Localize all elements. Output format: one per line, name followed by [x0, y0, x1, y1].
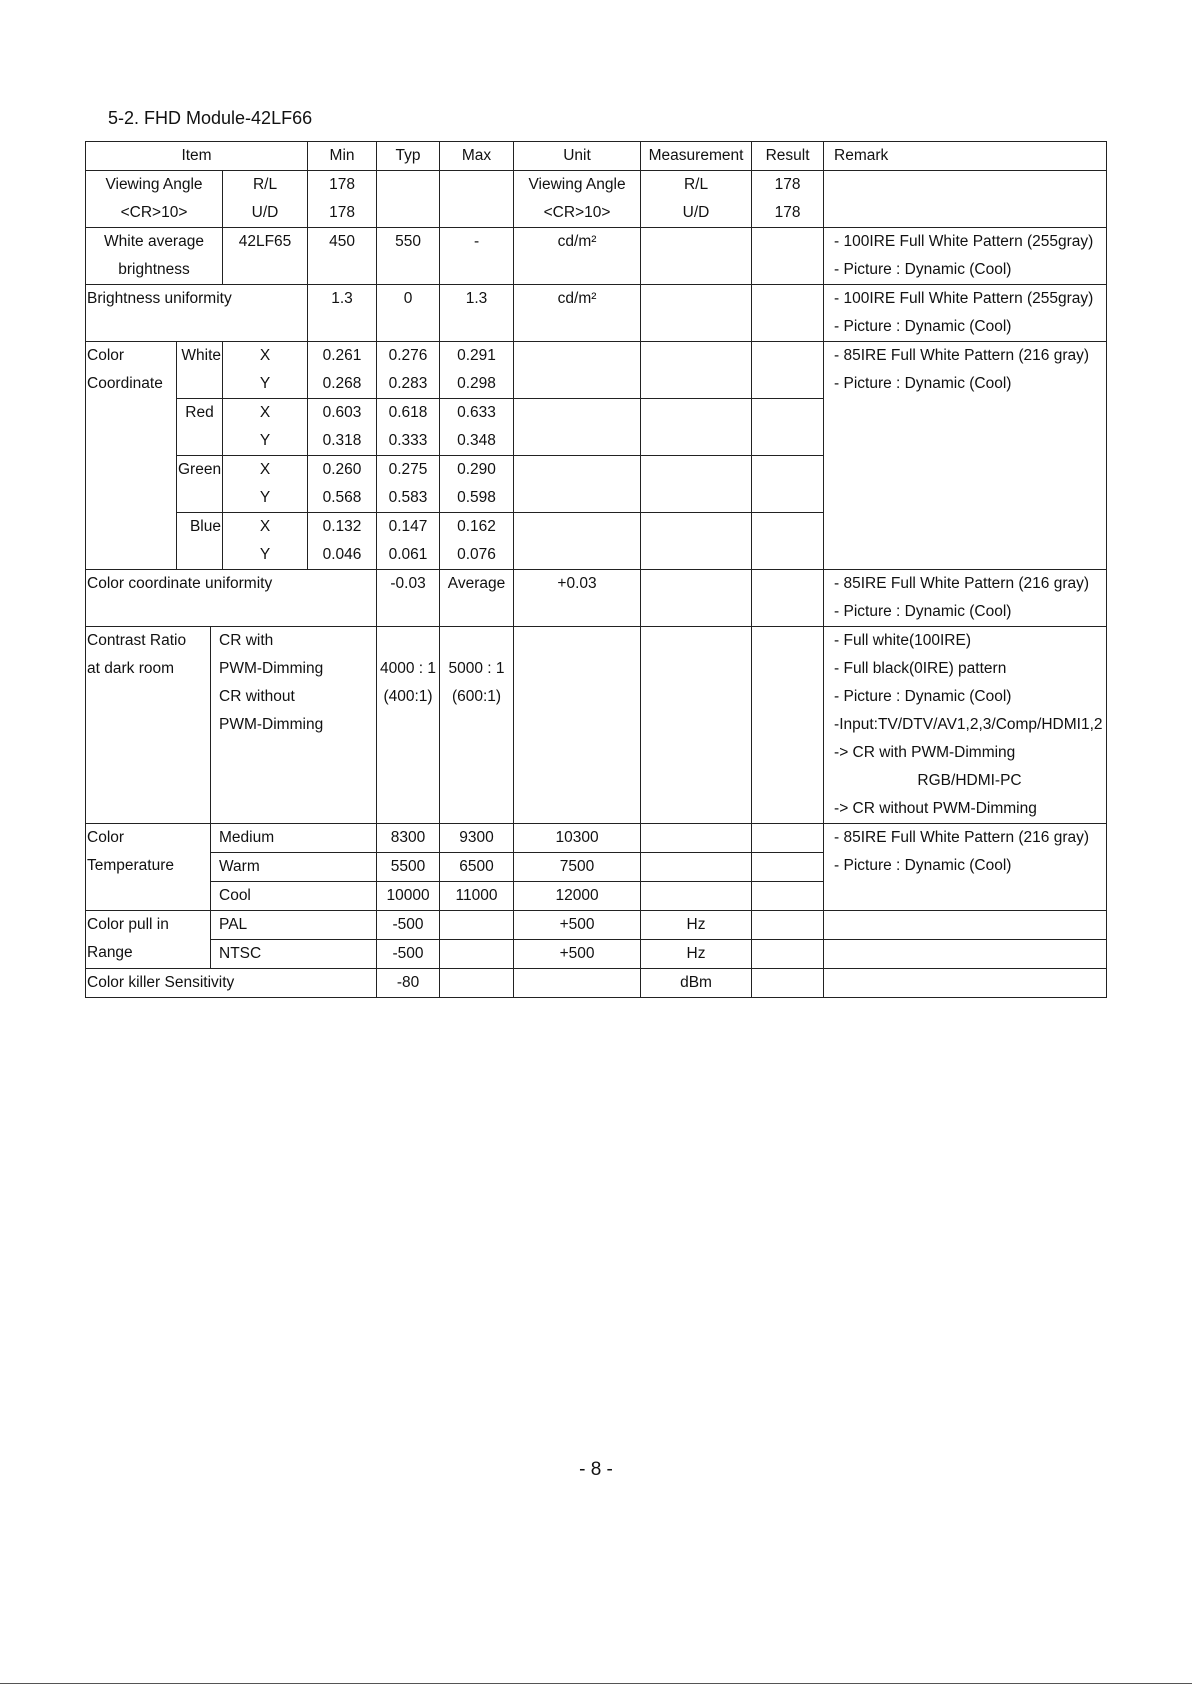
color-blue-label: Blue: [177, 513, 223, 570]
color-pull-pal-result: [752, 911, 824, 940]
color-temp-medium-measurement: [641, 824, 752, 853]
viewing-angle-res-rl: 178: [752, 171, 824, 200]
color-white-y-max: 0.298: [440, 370, 514, 399]
color-pull-pal-typ: [440, 911, 514, 940]
viewing-angle-label: [86, 171, 223, 228]
color-red-unit: [514, 399, 641, 456]
color-uniformity-unit: +0.03: [514, 570, 641, 627]
page-number: - 8 -: [579, 1459, 613, 1480]
header-max: Max: [440, 142, 514, 171]
table-row: [86, 940, 1107, 969]
color-white-unit: [514, 342, 641, 399]
brightness-uniformity-remark2: - Picture : Dynamic (Cool): [824, 313, 1107, 342]
page-title: 5-2. FHD Module-42LF66: [108, 108, 313, 128]
white-brightness-label-line2: brightness: [118, 261, 190, 278]
color-uniformity-label: Color coordinate uniformity: [86, 570, 377, 627]
white-brightness-label-line1: White average: [104, 233, 204, 250]
color-temp-cool-label: Cool: [211, 882, 377, 911]
color-temp-medium-result: [752, 824, 824, 853]
color-red-measurement: [641, 399, 752, 456]
color-temp-warm-min: 5500: [377, 853, 440, 882]
color-coordinate-label-line1: Color: [87, 347, 125, 364]
color-coordinate-remark2: - Picture : Dynamic (Cool): [834, 375, 1012, 392]
color-green-y-axis: Y: [223, 484, 308, 513]
brightness-uniformity-min: 1.3: [308, 285, 377, 342]
color-killer-min: -80: [377, 969, 440, 998]
viewing-angle-res-ud: 178: [752, 199, 824, 228]
viewing-angle-meas-rl: R/L: [641, 171, 752, 200]
header-typ: Typ: [377, 142, 440, 171]
viewing-angle-label-line1: Viewing Angle: [105, 176, 203, 193]
color-pull-label-line2: Range: [87, 944, 133, 961]
color-temp-medium-min: 8300: [377, 824, 440, 853]
color-blue-y-axis: Y: [223, 541, 308, 570]
contrast-max-line1: 5000 : 1: [448, 660, 505, 677]
viewing-angle-ud-min: 178: [308, 199, 377, 228]
color-blue-y-typ: 0.061: [377, 541, 440, 570]
color-uniformity-typ: -0.03: [377, 570, 440, 627]
brightness-uniformity-result: [752, 285, 824, 342]
color-pull-ntsc-typ: [440, 940, 514, 969]
contrast-max: [440, 627, 514, 824]
color-green-unit: [514, 456, 641, 513]
color-coordinate-label-line2: Coordinate: [87, 375, 163, 392]
color-blue-x-min: 0.132: [308, 513, 377, 542]
color-killer-typ: [440, 969, 514, 998]
color-white-x-max: 0.291: [440, 342, 514, 371]
color-uniformity-remark2: - Picture : Dynamic (Cool): [824, 598, 1107, 627]
color-pull-label-line1: Color pull in: [87, 916, 169, 933]
color-white-x-axis: X: [223, 342, 308, 371]
contrast-typ-line2: (400:1): [383, 688, 433, 705]
color-pull-pal-unit: Hz: [641, 911, 752, 940]
header-unit: Unit: [514, 142, 641, 171]
color-killer-label: Color killer Sensitivity: [86, 969, 377, 998]
viewing-angle-meas-ud: U/D: [641, 199, 752, 228]
color-red-x-min: 0.603: [308, 399, 377, 428]
color-white-y-typ: 0.283: [377, 370, 440, 399]
color-killer-max: [514, 969, 641, 998]
color-white-result: [752, 342, 824, 399]
table-row: [86, 824, 1107, 853]
table-row: [86, 627, 1107, 824]
contrast-label-line1: Contrast Ratio: [87, 632, 187, 649]
header-result: Result: [752, 142, 824, 171]
white-brightness-label: [86, 228, 223, 285]
color-white-y-axis: Y: [223, 370, 308, 399]
color-white-x-typ: 0.276: [377, 342, 440, 371]
color-red-x-max: 0.633: [440, 399, 514, 428]
color-uniformity-measurement: [641, 570, 752, 627]
color-red-y-axis: Y: [223, 427, 308, 456]
table-row: [86, 969, 1107, 998]
color-temp-warm-label: Warm: [211, 853, 377, 882]
color-pull-ntsc-max: +500: [514, 940, 641, 969]
color-green-y-min: 0.568: [308, 484, 377, 513]
color-pull-pal-max: +500: [514, 911, 641, 940]
viewing-angle-label-line2: <CR>10>: [120, 204, 188, 221]
color-temp-cool-min: 10000: [377, 882, 440, 911]
contrast-remark1: - Full white(100IRE): [834, 632, 971, 649]
color-temp-medium-label: Medium: [211, 824, 377, 853]
white-brightness-typ: 550: [377, 228, 440, 285]
viewing-angle-typ: [377, 171, 440, 228]
contrast-measurement: [641, 627, 752, 824]
color-temp-medium-max: 10300: [514, 824, 641, 853]
contrast-sub-line3: CR without: [219, 688, 295, 705]
color-blue-x-typ: 0.147: [377, 513, 440, 542]
table-row: [86, 570, 1107, 599]
color-green-y-typ: 0.583: [377, 484, 440, 513]
color-temp-remark2: - Picture : Dynamic (Cool): [834, 857, 1012, 874]
contrast-remark5: -> CR with PWM-Dimming: [834, 744, 1016, 761]
color-uniformity-remark1: - 85IRE Full White Pattern (216 gray): [824, 570, 1107, 599]
contrast-remark2: - Full black(0IRE) pattern: [834, 660, 1007, 677]
viewing-angle-rl-min: 178: [308, 171, 377, 200]
contrast-label: [86, 627, 211, 824]
spec-table: [85, 141, 1107, 998]
color-pull-pal-label: PAL: [211, 911, 377, 940]
white-brightness-remark1: - 100IRE Full White Pattern (255gray): [824, 228, 1107, 257]
color-temp-warm-typ: 6500: [440, 853, 514, 882]
color-green-x-min: 0.260: [308, 456, 377, 485]
contrast-unit: [514, 627, 641, 824]
color-temp-remark1: - 85IRE Full White Pattern (216 gray): [834, 829, 1090, 846]
color-blue-result: [752, 513, 824, 570]
white-brightness-max: -: [440, 228, 514, 285]
header-item: Item: [86, 142, 308, 171]
color-white-y-min: 0.268: [308, 370, 377, 399]
brightness-uniformity-remark1: - 100IRE Full White Pattern (255gray): [824, 285, 1107, 314]
header-min: Min: [308, 142, 377, 171]
color-temp-cool-max: 12000: [514, 882, 641, 911]
color-blue-unit: [514, 513, 641, 570]
viewing-angle-max: [440, 171, 514, 228]
table-row: [86, 285, 1107, 314]
color-blue-x-max: 0.162: [440, 513, 514, 542]
brightness-uniformity-unit: cd/m²: [514, 285, 641, 342]
contrast-remark4: -Input:TV/DTV/AV1,2,3/Comp/HDMI1,2: [834, 716, 1103, 733]
color-red-x-axis: X: [223, 399, 308, 428]
color-coordinate-label: [86, 342, 177, 570]
color-red-y-max: 0.348: [440, 427, 514, 456]
contrast-sub: [211, 627, 377, 824]
contrast-remark7: -> CR without PWM-Dimming: [834, 800, 1037, 817]
color-green-measurement: [641, 456, 752, 513]
color-green-y-max: 0.598: [440, 484, 514, 513]
brightness-uniformity-label: Brightness uniformity: [86, 285, 308, 342]
table-row: [86, 228, 1107, 257]
color-white-measurement: [641, 342, 752, 399]
contrast-sub-line1: CR with: [219, 632, 274, 649]
color-blue-measurement: [641, 513, 752, 570]
table-header-row: [86, 142, 1107, 171]
color-killer-unit: dBm: [641, 969, 752, 998]
color-red-y-min: 0.318: [308, 427, 377, 456]
color-coordinate-remark1: - 85IRE Full White Pattern (216 gray): [834, 347, 1090, 364]
color-green-x-typ: 0.275: [377, 456, 440, 485]
color-coordinate-remark: [824, 342, 1107, 570]
viewing-angle-unit2: <CR>10>: [514, 199, 641, 228]
brightness-uniformity-measurement: [641, 285, 752, 342]
color-blue-y-max: 0.076: [440, 541, 514, 570]
color-temp-cool-result: [752, 882, 824, 911]
table-row: [86, 911, 1107, 940]
viewing-angle-remark: [824, 171, 1107, 228]
contrast-max-line2: (600:1): [451, 688, 502, 705]
brightness-uniformity-max: 1.3: [440, 285, 514, 342]
color-pull-ntsc-min: -500: [377, 940, 440, 969]
white-brightness-result: [752, 228, 824, 285]
color-green-result: [752, 456, 824, 513]
contrast-typ: [377, 627, 440, 824]
white-brightness-remark2: - Picture : Dynamic (Cool): [824, 256, 1107, 285]
contrast-label-line2: at dark room: [87, 660, 175, 677]
white-brightness-measurement: [641, 228, 752, 285]
table-row: [86, 171, 1107, 200]
color-temp-warm-result: [752, 853, 824, 882]
color-uniformity-max: Average: [440, 570, 514, 627]
color-green-label: Green: [177, 456, 223, 513]
color-temp-warm-measurement: [641, 853, 752, 882]
color-green-x-max: 0.290: [440, 456, 514, 485]
color-temp-warm-max: 7500: [514, 853, 641, 882]
contrast-sub-line4: PWM-Dimming: [219, 716, 324, 733]
viewing-angle-rl: R/L: [223, 171, 308, 200]
color-pull-ntsc-remark: [824, 940, 1107, 969]
color-white-x-min: 0.261: [308, 342, 377, 371]
color-pull-ntsc-label: NTSC: [211, 940, 377, 969]
color-red-x-typ: 0.618: [377, 399, 440, 428]
color-temp-cool-typ: 11000: [440, 882, 514, 911]
viewing-angle-ud: U/D: [223, 199, 308, 228]
color-temp-label-line1: Color: [87, 829, 125, 846]
color-white-label: White: [177, 342, 223, 399]
white-brightness-min: 450: [308, 228, 377, 285]
color-blue-y-min: 0.046: [308, 541, 377, 570]
color-pull-ntsc-result: [752, 940, 824, 969]
color-pull-pal-remark: [824, 911, 1107, 940]
color-uniformity-result: [752, 570, 824, 627]
header-remark: Remark: [824, 142, 1107, 171]
color-temp-medium-typ: 9300: [440, 824, 514, 853]
contrast-result: [752, 627, 824, 824]
contrast-sub-line2: PWM-Dimming: [219, 660, 324, 677]
color-temp-cool-measurement: [641, 882, 752, 911]
header-measurement: Measurement: [641, 142, 752, 171]
viewing-angle-unit1: Viewing Angle: [514, 171, 641, 200]
white-brightness-unit: cd/m²: [514, 228, 641, 285]
color-pull-ntsc-unit: Hz: [641, 940, 752, 969]
color-temp-label: [86, 824, 211, 911]
color-temp-remark: [824, 824, 1107, 911]
color-green-x-axis: X: [223, 456, 308, 485]
contrast-remark: [824, 627, 1107, 824]
color-red-label: Red: [177, 399, 223, 456]
color-red-result: [752, 399, 824, 456]
color-red-y-typ: 0.333: [377, 427, 440, 456]
color-pull-label: [86, 911, 211, 969]
bottom-divider: [0, 1683, 1192, 1684]
color-pull-pal-min: -500: [377, 911, 440, 940]
contrast-remark6: RGB/HDMI-PC: [917, 772, 1022, 789]
brightness-uniformity-typ: 0: [377, 285, 440, 342]
color-blue-x-axis: X: [223, 513, 308, 542]
color-temp-label-line2: Temperature: [87, 857, 175, 874]
color-killer-remark: [824, 969, 1107, 998]
color-killer-result: [752, 969, 824, 998]
contrast-typ-line1: 4000 : 1: [380, 660, 437, 677]
white-brightness-model: 42LF65: [223, 228, 308, 285]
table-row: [86, 342, 1107, 371]
contrast-remark3: - Picture : Dynamic (Cool): [834, 688, 1012, 705]
